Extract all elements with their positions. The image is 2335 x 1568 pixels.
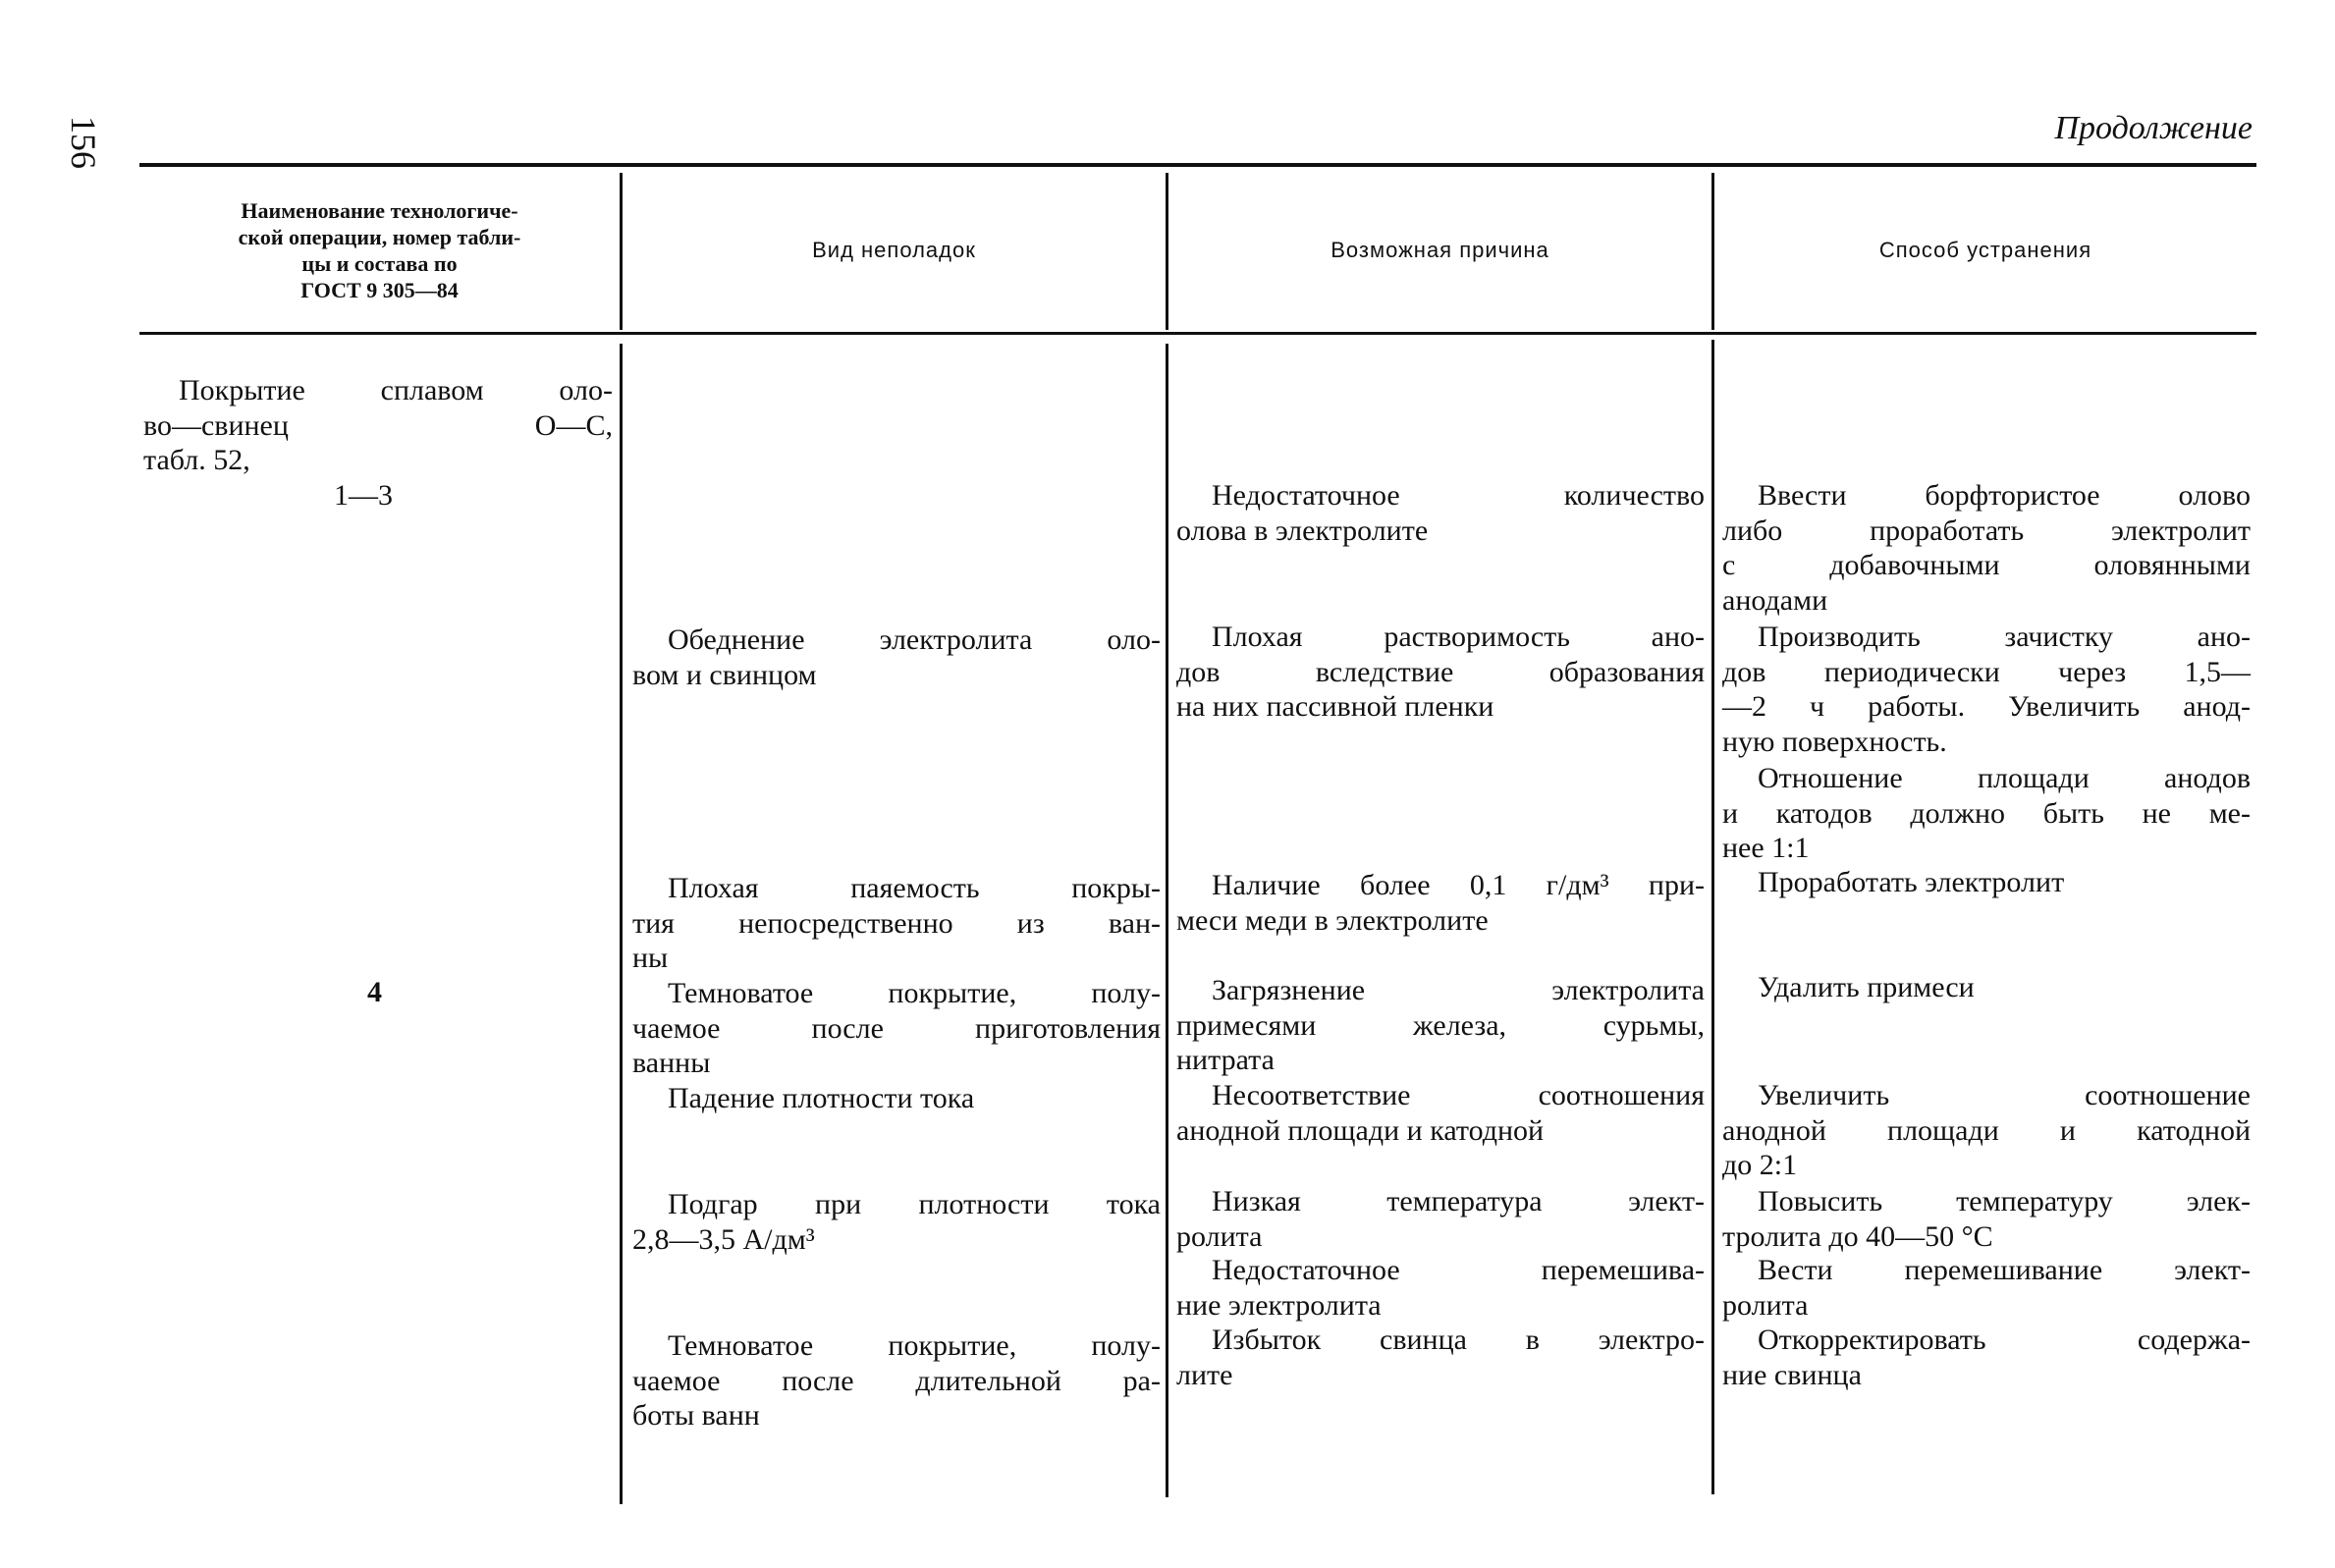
composition-number: 4	[367, 976, 382, 1008]
text-line: лите	[1176, 1358, 1233, 1391]
column-divider	[1166, 344, 1168, 1497]
text-line: ную поверхность.	[1722, 726, 1947, 759]
text-line: Темноватое покрытие, полу-	[668, 977, 1161, 1009]
defect-cell	[632, 1328, 1161, 1433]
cause-cell	[1176, 1184, 1705, 1254]
text-line: анодной площади и катодной	[1176, 1113, 1545, 1147]
text-line: нитрата	[1176, 1044, 1275, 1077]
text-line: либо проработать электролит	[1722, 514, 2251, 547]
cause-cell	[1176, 973, 1705, 1078]
text-line: с добавочными оловянными	[1722, 549, 2251, 582]
text-line: Наличие более 0,1 г/дм³ при-	[1212, 869, 1705, 901]
text-line: Проработать электролит	[1758, 866, 2065, 898]
text-line: чаемое после длительной ра-	[632, 1364, 1161, 1397]
text-line: Избыток свинца в электро-	[1212, 1324, 1705, 1356]
defect-cell	[632, 622, 1161, 692]
text-line: ние электролита	[1176, 1288, 1382, 1322]
composition-range: 1—3	[334, 479, 393, 512]
remedy-cell	[1722, 1253, 2251, 1323]
text-line: вом и свинцом	[632, 658, 817, 691]
page-number: 156	[64, 116, 103, 169]
text-line: во—свинец О—С,	[143, 408, 613, 442]
header-line: цы и состава по	[301, 251, 458, 276]
text-line: Несоответствие соотношения	[1212, 1079, 1705, 1111]
remedy-cell	[1722, 865, 2251, 900]
text-line: тия непосредственно из ван-	[632, 906, 1161, 940]
text-line: Загрязнение электролита	[1212, 974, 1705, 1006]
text-line: Недостаточное количество	[1212, 479, 1705, 512]
defect-cell	[632, 1187, 1161, 1257]
text-line: до 2:1	[1722, 1149, 1798, 1182]
defect-cell	[632, 1081, 1161, 1116]
remedy-cell	[1722, 970, 2251, 1005]
remedy-cell	[1722, 478, 2251, 619]
text-line: Вести перемешивание элект-	[1758, 1254, 2251, 1286]
defect-cell	[632, 871, 1161, 976]
text-line: Увеличить соотношение	[1758, 1079, 2251, 1111]
text-line: ны	[632, 942, 669, 975]
text-line: Обеднение электролита оло-	[668, 623, 1161, 656]
text-line: ванны	[632, 1047, 711, 1080]
text-line: боты ванн	[632, 1399, 760, 1433]
text-line: анодами	[1722, 584, 1828, 618]
text-line: Удалить примеси	[1758, 971, 1975, 1003]
text-line: ролита	[1722, 1288, 1809, 1322]
text-line: Отношение площади анодов	[1758, 762, 2251, 794]
text-line: чаемое после приготовления	[632, 1011, 1161, 1045]
table-top-rule	[139, 163, 2256, 167]
header-defect-type: Вид неполадок	[812, 238, 976, 262]
cause-cell	[1176, 1323, 1705, 1392]
defect-cell	[632, 976, 1161, 1081]
text-line: Ввести борфтористое олово	[1758, 479, 2251, 512]
text-line: тролита до 40—50 °С	[1722, 1219, 1993, 1253]
cause-cell	[1176, 1253, 1705, 1323]
text-line: Подгар при плотности тока	[668, 1188, 1161, 1220]
remedy-cell	[1722, 1323, 2251, 1392]
remedy-cell	[1722, 1078, 2251, 1183]
cause-cell	[1176, 620, 1705, 725]
text-line: олова в электролите	[1176, 514, 1429, 547]
column-divider	[1711, 340, 1714, 1494]
text-line: и катодов должно быть не ме-	[1722, 796, 2251, 830]
remedy-cell	[1722, 761, 2251, 866]
text-line: Падение плотности тока	[668, 1082, 975, 1114]
remedy-cell	[1722, 1184, 2251, 1254]
text-line: 2,8—3,5 А/дм³	[632, 1222, 815, 1256]
header-line: ГОСТ 9 305—84	[300, 278, 459, 302]
text-line: Низкая температура элект-	[1212, 1185, 1705, 1217]
text-line: меси меди в электролите	[1176, 903, 1489, 937]
cause-cell	[1176, 868, 1705, 938]
remedy-cell	[1722, 620, 2251, 760]
header-remedy: Способ устранения	[1878, 238, 2092, 262]
operation-name	[143, 373, 613, 478]
text-line: —2 ч работы. Увеличить анод-	[1722, 690, 2251, 724]
text-line: табл. 52,	[143, 444, 250, 477]
column-divider	[620, 344, 623, 1504]
text-line: Темноватое покрытие, полу-	[668, 1329, 1161, 1362]
text-line: на них пассивной пленки	[1176, 690, 1494, 724]
header-operation	[139, 169, 620, 332]
text-line: Производить зачистку ано-	[1758, 621, 2251, 653]
text-line: ние свинца	[1722, 1358, 1862, 1391]
text-line: дов вследствие образования	[1176, 655, 1705, 688]
text-line: Недостаточное перемешива-	[1212, 1254, 1705, 1286]
header-line: ской операции, номер табли-	[238, 225, 521, 249]
text-line: Покрытие сплавом оло-	[179, 374, 613, 406]
header-possible-cause: Возможная причина	[1330, 238, 1549, 262]
text-line: нее 1:1	[1722, 832, 1810, 865]
text-line: Плохая паяемость покры-	[668, 872, 1161, 904]
text-line: примесями железа, сурьмы,	[1176, 1008, 1705, 1042]
cause-cell	[1176, 478, 1705, 548]
text-line: Повысить температуру элек-	[1758, 1185, 2251, 1217]
cause-cell	[1176, 1078, 1705, 1148]
text-line: анодной площади и катодной	[1722, 1113, 2251, 1147]
table-header-rule	[139, 332, 2256, 335]
text-line: Откорректировать содержа-	[1758, 1324, 2251, 1356]
continuation-label: Продолжение	[2054, 110, 2253, 146]
header-line: Наименование технологиче-	[241, 198, 518, 223]
text-line: дов периодически через 1,5—	[1722, 655, 2251, 688]
text-line: ролита	[1176, 1219, 1263, 1253]
text-line: Плохая растворимость ано-	[1212, 621, 1705, 653]
